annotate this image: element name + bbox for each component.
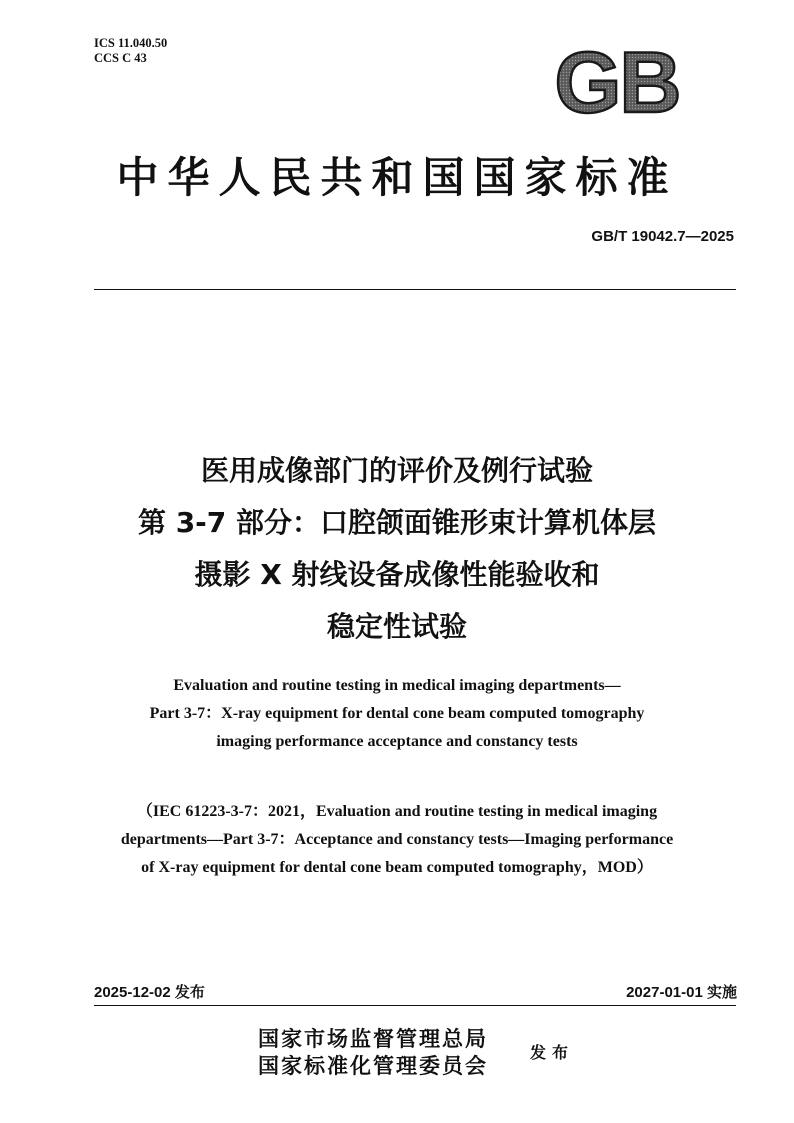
chinese-title-line: 医用成像部门的评价及例行试验 [200, 454, 593, 487]
implementation-date: 2027-01-01 实施 [626, 984, 737, 1001]
english-title-line: imaging performance acceptance and constancy tests [216, 733, 578, 750]
issue-date: 2025-12-02 发布 [94, 984, 205, 1001]
ccs-code: CCS C 43 [94, 51, 147, 65]
iec-reference-line: of X-ray equipment for dental cone beam computed tomography，MOD） [141, 859, 653, 876]
footer-divider [94, 1005, 736, 1006]
issuing-authorities [258, 1025, 488, 1079]
chinese-title-line: 摄影 X 射线设备成像性能验收和 [194, 558, 600, 591]
iec-reference [0, 798, 794, 882]
chinese-title [0, 445, 794, 653]
english-title-line: Part 3-7：X-ray equipment for dental cone beam computed tomography [149, 705, 645, 722]
chinese-title-line: 稳定性试验 [326, 610, 467, 643]
classification-codes [94, 36, 167, 66]
english-title [0, 672, 794, 756]
gb-logo [538, 44, 696, 122]
publish-label: 发布 [530, 1043, 575, 1062]
english-title-line: Evaluation and routine testing in medical imaging departments— [173, 677, 621, 694]
header-divider [94, 289, 736, 290]
gb-logo-text: GB [554, 44, 680, 122]
iec-reference-line: （IEC 61223-3-7：2021，Evaluation and routine testing in medical imaging [136, 803, 658, 820]
chinese-title-line: 第 3-7 部分：口腔颌面锥形束计算机体层 [137, 506, 657, 539]
issuer-name: 国家标准化管理委员会 [258, 1053, 488, 1078]
issuer-name: 国家市场监督管理总局 [258, 1026, 488, 1051]
iec-reference-line: departments—Part 3-7：Acceptance and constancy tests—Imaging performance [120, 831, 674, 848]
standard-number: GB/T 19042.7—2025 [591, 228, 734, 245]
national-standard-title: 中华人民共和国国家标准 [116, 153, 678, 202]
ics-code: ICS 11.040.50 [94, 36, 168, 50]
